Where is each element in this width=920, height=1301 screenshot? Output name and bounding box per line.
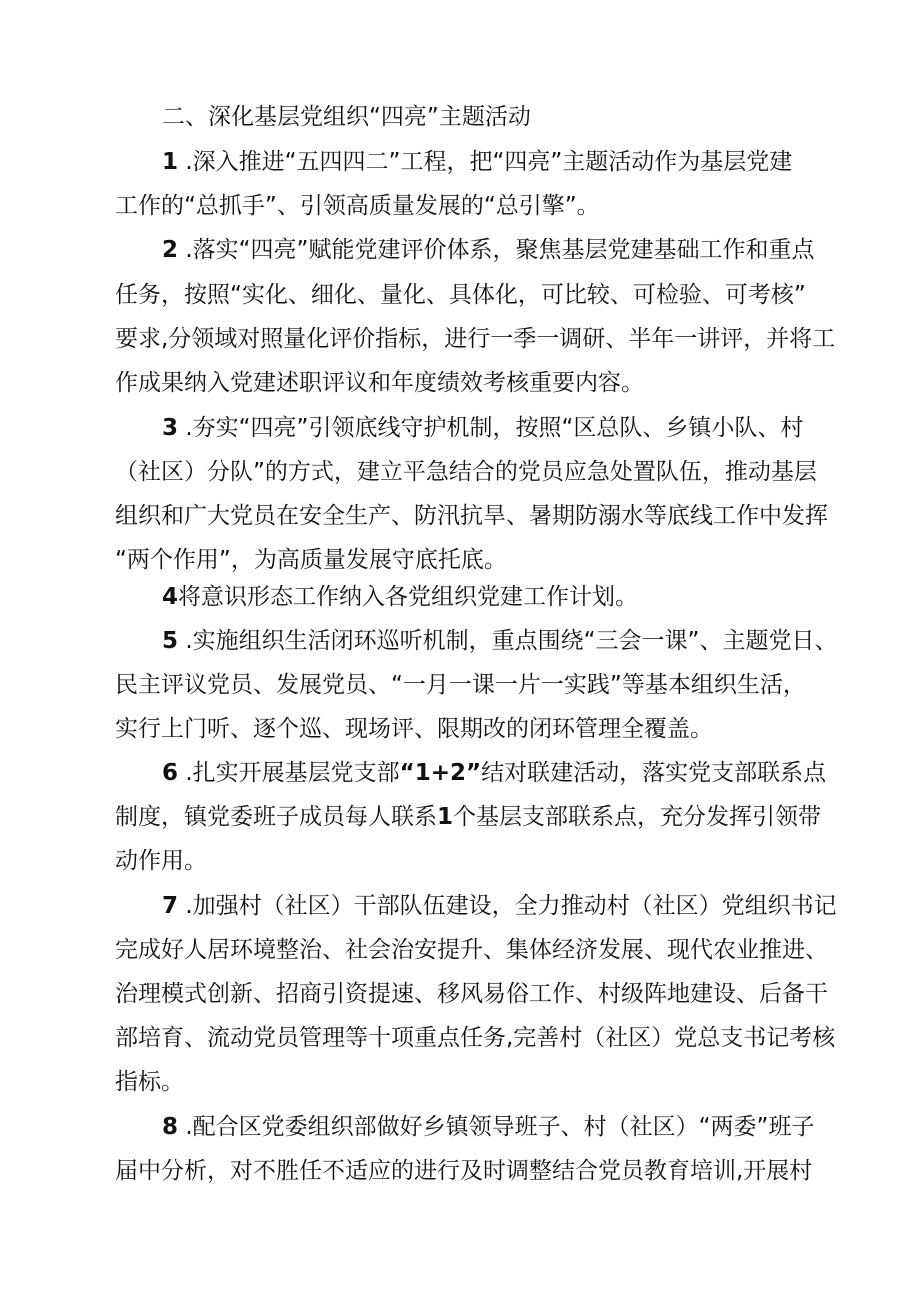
item-6-line-3: 动作用。 xyxy=(115,848,207,874)
item-number: 2 xyxy=(162,237,179,263)
item-5-line-3: 实行上门听、逐个巡、现场评、限期改的闭环管理全覆盖。 xyxy=(115,716,713,742)
item-5-line-2: 民主评议党员、发展党员、“一月一课一片一实践”等基本组织生活， xyxy=(115,672,806,698)
item-2-line-4: 作成果纳入党建述职评议和年度绩效考核重要内容。 xyxy=(115,370,644,396)
pairing-term: “1+2” xyxy=(399,760,482,786)
item-number: 3 xyxy=(162,415,179,441)
item-7-line-4: 部培育、流动党员管理等十项重点任务,完善村（社区）党总支书记考核 xyxy=(115,1025,836,1051)
item-7-line-2: 完成好人居环境整治、社会治安提升、集体经济发展、现代农业推进、 xyxy=(115,937,828,963)
item-2-line-3: 要求,分领域对照量化评价指标，进行一季一调研、半年一讲评，并将工 xyxy=(115,326,836,352)
item-number: 5 xyxy=(162,628,179,654)
item-7-line-1: 7 .加强村（社区）干部队伍建设，全力推动村（社区）党组织书记 xyxy=(162,893,837,919)
item-2-line-1: 2 .落实“四亮”赋能党建评价体系，聚焦基层党建基础工作和重点 xyxy=(162,237,815,263)
section-heading: 二、深化基层党组织“四亮”主题活动 xyxy=(162,104,531,130)
item-3-line-3: 组织和广大党员在安全生产、防汛抗旱、暑期防溺水等底线工作中发挥 xyxy=(115,503,828,529)
count-value: 1 xyxy=(437,804,454,830)
item-8-line-1: 8 .配合区党委组织部做好乡镇领导班子、村（社区）“两委”班子 xyxy=(162,1114,815,1140)
item-3-line-4: “两个作用”，为高质量发展守底托底。 xyxy=(115,547,507,573)
item-6-line-2: 制度，镇党委班子成员每人联系1个基层支部联系点，充分发挥引领带 xyxy=(115,804,822,830)
item-7-line-5: 指标。 xyxy=(115,1069,184,1095)
item-4-line-1: 4将意识形态工作纳入各党组织党建工作计划。 xyxy=(162,584,639,610)
item-2-line-2: 任务，按照“实化、细化、量化、具体化，可比较、可检验、可考核” xyxy=(115,282,806,308)
item-8-line-2: 届中分析，对不胜任不适应的进行及时调整结合党员教育培训,开展村 xyxy=(115,1158,813,1184)
item-1-line-2: 工作的“总抓手”、引领高质量发展的“总引擎”。 xyxy=(115,193,600,219)
item-6-line-1: 6 .扎实开展基层党支部“1+2”结对联建活动，落实党支部联系点 xyxy=(162,760,827,786)
item-1-line-1: 1 .深入推进“五四四二”工程，把“四亮”主题活动作为基层党建 xyxy=(162,149,793,175)
item-number: 7 xyxy=(162,893,179,919)
item-7-line-3: 治理模式创新、招商引资提速、移风易俗工作、村级阵地建设、后备干 xyxy=(115,981,828,1007)
item-3-line-1: 3 .夯实“四亮”引领底线守护机制，按照“区总队、乡镇小队、村 xyxy=(162,415,804,441)
item-5-line-1: 5 .实施组织生活闭环巡听机制，重点围绕“三会一课”、主题党日、 xyxy=(162,628,838,654)
item-3-line-2: （社区）分队”的方式，建立平急结合的党员应急处置队伍，推动基层 xyxy=(115,459,817,485)
item-number: 4 xyxy=(162,584,179,610)
item-number: 1 xyxy=(162,149,179,175)
item-number: 8 xyxy=(162,1114,179,1140)
item-number: 6 xyxy=(162,760,179,786)
